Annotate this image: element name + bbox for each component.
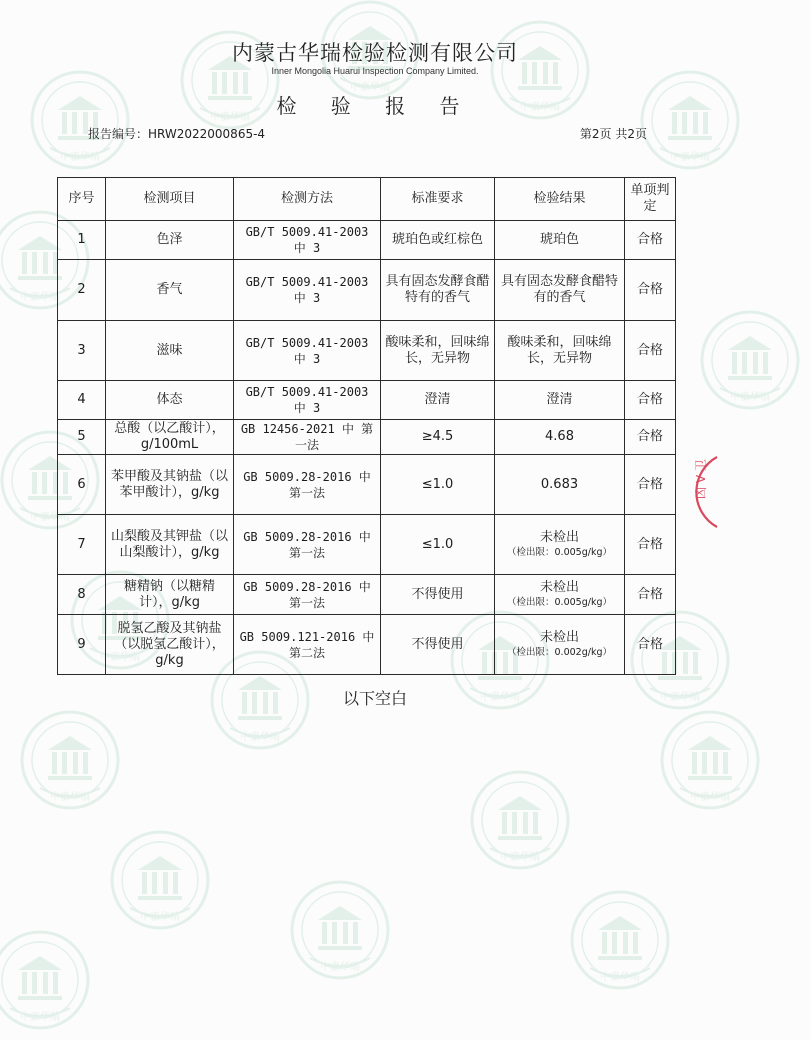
header-judgement: 单项判定 (625, 178, 676, 221)
table-row (58, 381, 676, 420)
cell-item: 苯甲酸及其钠盐（以苯甲酸计），g/kg (106, 455, 234, 515)
table-row (58, 420, 676, 455)
result-value: 0.683 (540, 476, 579, 492)
table-row (58, 260, 676, 321)
watermark-emblem-icon (280, 870, 400, 990)
cell-result (495, 321, 625, 381)
cell-requirement: 琥珀色或红棕色 (381, 221, 495, 260)
table-row (58, 615, 676, 675)
watermark-emblem-icon (650, 700, 770, 820)
cell-judgement: 合格 (625, 420, 676, 455)
cell-no: 2 (58, 260, 106, 321)
cell-no: 9 (58, 615, 106, 675)
watermark-emblem-icon (690, 300, 810, 420)
table-row (58, 575, 676, 615)
cell-result (495, 575, 625, 615)
watermark-text: 中嘉华瑞 (30, 512, 70, 523)
cell-judgement: 合格 (625, 455, 676, 515)
document-title: 检 验 报 告 (276, 94, 474, 118)
seal-text: 凶 V 卫 (694, 459, 708, 499)
watermark-emblem-icon (100, 820, 220, 940)
watermark-text: 中嘉华瑞 (140, 912, 180, 923)
cell-judgement: 合格 (625, 515, 676, 575)
table-row (58, 515, 676, 575)
cell-method: GB 5009.28-2016 中 第一法 (234, 575, 381, 615)
cell-requirement: 不得使用 (381, 615, 495, 675)
cell-no: 8 (58, 575, 106, 615)
cell-method: GB 5009.28-2016 中 第一法 (234, 455, 381, 515)
company-name-english: Inner Mongolia Huarui Inspection Company Limited. (271, 66, 479, 76)
cell-item: 体态 (106, 381, 234, 420)
cell-method: GB 5009.121-2016 中 第二法 (234, 615, 381, 675)
result-value: 4.68 (545, 429, 574, 444)
watermark-text: 中嘉华瑞 (20, 1012, 60, 1023)
table-row (58, 221, 676, 260)
cell-requirement: 不得使用 (381, 575, 495, 615)
header-requirement: 标准要求 (381, 178, 495, 221)
detection-limit: （检出限：0.005g/kg） (507, 547, 612, 558)
cell-result (495, 455, 625, 515)
cell-judgement: 合格 (625, 260, 676, 321)
table-header-row (58, 178, 676, 221)
watermark-text: 中嘉华瑞 (500, 852, 540, 863)
cell-judgement: 合格 (625, 575, 676, 615)
watermark-text: 中嘉华瑞 (600, 972, 640, 983)
watermark-emblem-icon (0, 920, 100, 1040)
cell-item: 糖精钠（以糖精计），g/kg (106, 575, 234, 615)
table-row (58, 455, 676, 515)
cell-method: GB/T 5009.41-2003 中 3 (234, 321, 381, 381)
result-value: 未检出 (539, 580, 579, 595)
cell-item: 香气 (106, 260, 234, 321)
watermark-emblem-icon (10, 700, 130, 820)
cell-method: GB 12456-2021 中 第一法 (234, 420, 381, 455)
cell-no: 1 (58, 221, 106, 260)
cell-result (495, 381, 625, 420)
cell-no: 6 (58, 455, 106, 515)
watermark-text: 中嘉华瑞 (60, 152, 100, 163)
header-result: 检验结果 (495, 178, 625, 221)
cell-requirement: 具有固态发酵食醋特有的香气 (381, 260, 495, 321)
company-name: 内蒙古华瑞检验检测有限公司 (232, 41, 518, 65)
cell-method: GB/T 5009.41-2003 中 3 (234, 260, 381, 321)
watermark-emblem-icon (460, 760, 580, 880)
result-value: 未检出 (539, 630, 579, 645)
cell-result (495, 221, 625, 260)
cell-judgement: 合格 (625, 221, 676, 260)
watermark-text: 中嘉华瑞 (100, 652, 140, 663)
cell-item: 滋味 (106, 321, 234, 381)
cell-no: 5 (58, 420, 106, 455)
watermark-emblem-icon (630, 60, 750, 180)
watermark-text: 中嘉华瑞 (480, 692, 520, 703)
watermark-text: 中嘉华瑞 (320, 962, 360, 973)
watermark-text: 中嘉华瑞 (50, 792, 90, 803)
detection-limit: （检出限：0.005g/kg） (507, 597, 612, 608)
cell-no: 7 (58, 515, 106, 575)
cell-requirement: ≥4.5 (381, 420, 495, 455)
watermark-text: 中嘉华瑞 (210, 112, 250, 123)
page-indicator: 第2页 共2页 (579, 127, 647, 141)
watermark-emblem-icon (20, 60, 140, 180)
cell-result (495, 260, 625, 321)
table-row (58, 321, 676, 381)
watermark-text: 中嘉华瑞 (690, 792, 730, 803)
cell-item: 色泽 (106, 221, 234, 260)
cell-requirement: ≤1.0 (381, 515, 495, 575)
cell-item: 脱氢乙酸及其钠盐（以脱氢乙酸计），g/kg (106, 615, 234, 675)
cell-result (495, 420, 625, 455)
inspection-results-table (57, 177, 676, 675)
cell-requirement: ≤1.0 (381, 455, 495, 515)
cell-item: 山梨酸及其钾盐（以山梨酸计），g/kg (106, 515, 234, 575)
watermark-text: 中嘉华瑞 (520, 102, 560, 113)
cell-judgement: 合格 (625, 321, 676, 381)
result-value: 未检出 (539, 530, 579, 545)
cell-method: GB/T 5009.41-2003 中 3 (234, 221, 381, 260)
cell-result (495, 615, 625, 675)
cell-requirement: 澄清 (381, 381, 495, 420)
header-item: 检测项目 (106, 178, 234, 221)
cell-no: 3 (58, 321, 106, 381)
watermark-text: 中嘉华瑞 (20, 292, 60, 303)
report-number: 报告编号：HRW2022000865-4 (88, 127, 266, 141)
header-method: 检测方法 (234, 178, 381, 221)
red-seal-stamp (683, 455, 723, 529)
cell-method: GB/T 5009.41-2003 中 3 (234, 381, 381, 420)
cell-judgement: 合格 (625, 381, 676, 420)
watermark-text: 中嘉华瑞 (730, 392, 770, 403)
result-value: 琥珀色 (539, 232, 579, 247)
result-value: 澄清 (546, 392, 573, 407)
cell-requirement: 酸味柔和，回味绵长，无异物 (381, 321, 495, 381)
header-no: 序号 (58, 178, 106, 221)
cell-no: 4 (58, 381, 106, 420)
cell-method: GB 5009.28-2016 中 第一法 (234, 515, 381, 575)
watermark-text: 中嘉华瑞 (240, 732, 280, 743)
watermark-emblem-icon (560, 880, 680, 1000)
result-value: 酸味柔和，回味绵长，无异物 (507, 334, 612, 366)
cell-result (495, 515, 625, 575)
watermark-text: 中嘉华瑞 (350, 82, 390, 93)
watermark-text: 中嘉华瑞 (660, 692, 700, 703)
detection-limit: （检出限：0.002g/kg） (507, 647, 612, 658)
blank-below-note: 以下空白 (342, 689, 407, 708)
cell-item: 总酸（以乙酸计），g/100mL (106, 420, 234, 455)
watermark-text: 中嘉华瑞 (670, 152, 710, 163)
result-value: 具有固态发酵食醋特有的香气 (500, 274, 618, 305)
cell-judgement: 合格 (625, 615, 676, 675)
